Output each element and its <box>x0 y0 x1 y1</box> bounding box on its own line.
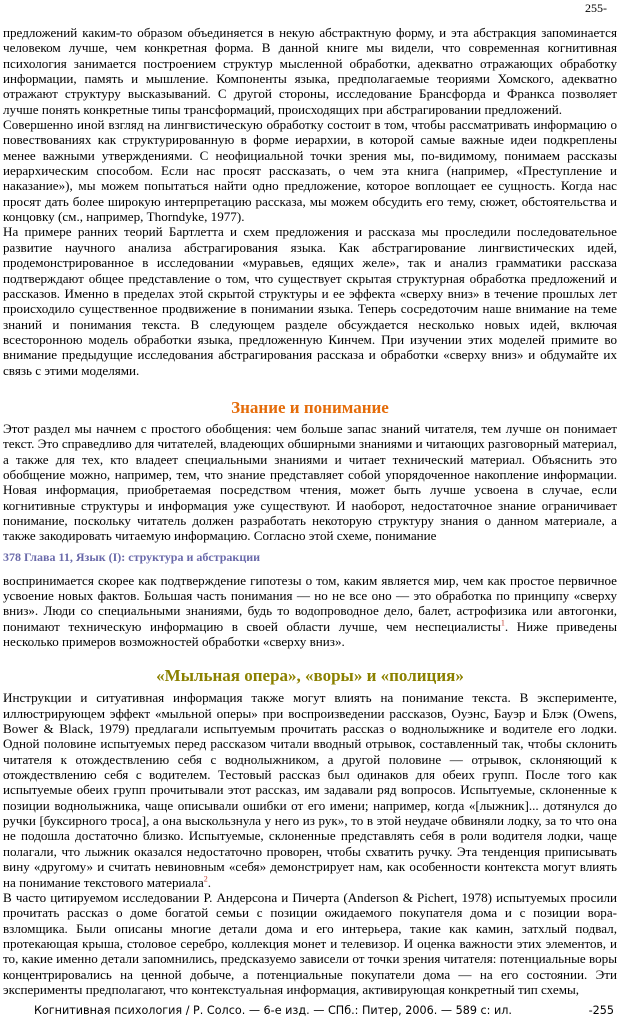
page-number-top: 255- <box>585 1 607 15</box>
page-footer <box>0 1004 620 1020</box>
page-number-bottom: -255 <box>588 1004 614 1017</box>
section-heading-knowledge: Знание и понимание <box>231 397 389 417</box>
paragraph-after-header <box>3 573 617 650</box>
paragraph-knowledge: Этот раздел мы начнем с простого обобщения: чем больше запас знаний читателя, тем лучше он понимает текст. Это справедливо для читателей, владеющих обширными знаниями и читающих разговорный материал, а также для тех, кто владеет специальными знаниями и читает технический материал. Объяснить это обобщение можно, например, тем, что знание представляет собой упорядоченное накопление информации. Новая информация, приобретаемая посредством чтения, может быть лучше усвоена в случае, если когнитивные структуры и информация уже существуют. И наоборот, недостаточное знание ограничивает понимание, поскольку читатель должен разработать некоторую структуру знания о данном материале, а также закодировать читаемую информацию. Согласно этой схеме, понимание <box>3 420 617 544</box>
paragraph-intro-3: На примере ранних теорий Бартлетта и схем предложения и рассказа мы проследили последовательное развитие научного анализа абстрагирования языка. Как абстрагирование лингвистических идей, продемонстрированное в исследовании «муравьев, едящих желе», так и анализ грамматики рассказа подтверждают общее представление о том, что существует скрытая структурная обработка предложений и рассказов. Именно в пределах этой скрытой структуры и ее эффекта «сверху вниз» в течение прошлых лет происходило существенное продвижение в понимании языка. Теперь сосредоточим наше внимание на теме знаний и понимания текста. В следующем разделе обсуждается несколько новых идей, включая всесторонною модель обработки языка, предложенную Кинчем. При изучении этих моделей примите во внимание предыдущие исследования абстрагирования рассказа и обработки «сверху вниз» и обдумайте их связь с этими моделями. <box>3 224 617 378</box>
running-chapter-header: 378 Глава 11, Язык (I): структура и абстракции <box>3 549 261 564</box>
page-body <box>3 25 617 997</box>
paragraph-intro-2: Совершенно иной взгляд на лингвистическую обработку состоит в том, чтобы рассматривать информацию о повествованиях как структурированную в форме иерархии, в которой самые важные идеи подкреплены менее важными утверждениями. С неофициальной точки зрения мы, по-видимому, понимаем рассказы иерархическим способом. Если нас просят рассказать, о чем эта книга (например, «Преступление и наказание»), мы можем попытаться найти одно предложение, которое воплощает ее сущность. Когда нас просят дать более широкую интерпретацию рассказа, мы можем обсудить его тему, сюжет, обстоятельства и концовку (см., например, Thorndyke, 1977). <box>3 117 617 225</box>
paragraph-text: Инструкции и ситуативная информация также могут влиять на понимание текста. В эксперименте, иллюстрирующем эффект «мыльной оперы» при воспроизведении рассказов, Оуэнс, Бауэр и Блэк (Owens, Bower & Black, 1979) предлагали испытуемым прочитать рассказ о воднолыжнике и водителе его лодки. Одной половине испытуемых перед рассказом читали вводный отрывок, составленный так, чтобы склонить читателя к отождествлению себя с воднолыжником, а другой половине — отрывок, склоняющий к отождествлению себя с водителем. Тестовый рассказ был одинаков для обеих групп. После того как испытуемые обеих групп прочитывали этот рассказ, им задавали ряд вопросов. Испытуемые, склоненные к позиции воднолыжника, чаще описывали ошибки от его имени; например, когда «[лыжник]... дотянулся до ручки [буксирного троса], а она выскользнула у него из рук», то в этой неудаче обвиняли лодку, за то что она не подошла достаточно близко. Испытуемые, склоненные представлять себя в роли водителя лодки, чаще полагали, что лыжник оказался недостаточно проворен, чтобы схватить ручку. Эта тенденция приписывать вину «другому» и считать невиновным «себя» демонстрирует нам, как особенности контекста могут влиять на понимание текстового материала <box>3 690 617 890</box>
paragraph-soap-1 <box>3 690 617 889</box>
paragraph-intro-1: предложений каким-то образом объединяется в некую абстрактную форму, и эта абстракция запоминается человеком лучше, чем конкретная форма. В данной книге мы видели, что современная когнитивная психология занимается построением структур мысленной обработки, адекватно отражающих обработку информации, память и мышление. Компоненты языка, предполагаемые теориями Хомского, адекватно отражают структуру высказываний. С другой стороны, исследование Брансфорда и Франкса позволяет лучше понять конкретные типы трансформаций, происходящих при абстрагировании предложений. <box>3 25 617 117</box>
footnote-marker-1[interactable]: 1 <box>500 618 505 628</box>
paragraph-tail: . Ниже приведены несколько примеров возможностей обработки «сверху вниз». <box>3 618 617 650</box>
section-heading-soap-opera: «Мыльная опера», «воры» и «полиция» <box>156 666 464 686</box>
footer-citation: Когнитивная психология / Р. Солсо. — 6-е изд. — СПб.: Питер, 2006. — 589 с: ил. <box>34 1004 512 1017</box>
footnote-marker-2[interactable]: 2 <box>203 874 208 884</box>
paragraph-text: воспринимается скорее как подтверждение гипотезы о том, каким является мир, чем как простое первичное усвоение новых фактов. Большая часть понимания — но не все оно — это обработка по принципу «сверху вниз». Люди со специальными знаниями, будь то водопроводное дело, балет, астрофизика или автогонки, понимают техническую информацию в своей области лучше, чем неспециалисты <box>3 572 617 634</box>
paragraph-soap-2: В часто цитируемом исследовании Р. Андерсона и Пичерта (Anderson & Pichert, 1978) испытуемых просили прочитать рассказ о доме богатой семьи с позиции ожидаемого покупателя дома и с позиции вора-взломщика. Были описаны многие детали дома и его интерьера, такие как камин, затхлый подвал, протекающая крыша, столовое серебро, коллекция монет и телевизор. И оценка важности этих элементов, и то, какие именно детали запомнились, предсказуемо зависели от точки зрения читателя: потенциальные воры концентрировались на ценной добыче, а потенциальные покупатели дома — на его состоянии. Эти эксперименты предполагают, что контекстуальная информация, активирующая конкретный тип схемы, <box>3 889 617 997</box>
paragraph-tail: . <box>207 874 212 890</box>
